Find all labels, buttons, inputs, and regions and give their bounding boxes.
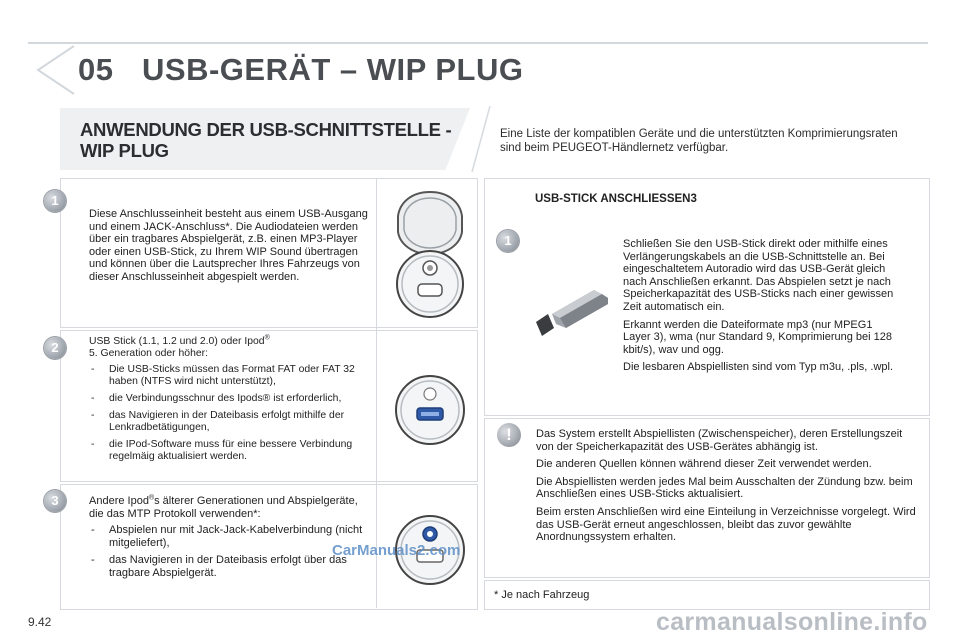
page-title: USB-GERÄT – WIP PLUG [142, 52, 524, 87]
warning-paragraph: Die Abspiellisten werden jedes Mal beim Ausschalten der Zündung bzw. beim Anschließen eines USB-Sticks aktualisiert. [536, 475, 913, 501]
usb-port-illustration [390, 370, 470, 450]
chapter-tab-shape [34, 44, 76, 96]
section-3-text [89, 495, 371, 585]
subtitle-divider [470, 104, 492, 174]
jack-port-cover-illustration [390, 184, 470, 324]
section-3-list [89, 524, 371, 579]
step-badge-usb-1: 1 [497, 230, 519, 252]
step-badge-3: 3 [44, 490, 66, 512]
list-item: - die Verbindungsschnur des Ipods® ist erforderlich, [89, 393, 371, 405]
warning-text [536, 428, 916, 544]
list-item: - Die USB-Sticks müssen das Format FAT oder FAT 32 haben (NTFS wird nicht unterstützt), [89, 364, 371, 388]
warning-paragraph: Beim ersten Anschließen wird eine Einteilung in Verzeichnisse vorgelegt. Wird das USB-Gerät erneut angeschlossen, bleibt das zuvor gewählte Anordnungssystem erhalten. [536, 505, 916, 544]
step-badge-1: 1 [44, 190, 66, 212]
warning-paragraph: Die anderen Quellen können während dieser Zeit verwendet werden. [536, 458, 872, 471]
usb-connect-heading: USB-STICK ANSCHLIESSEN3 [535, 193, 697, 205]
bottom-watermark: carmanualsonline.info [656, 608, 928, 636]
section-subtitle: ANWENDUNG DER USB-SCHNITTSTELLE - WIP PLUG [80, 119, 452, 161]
warning-paragraph: Das System erstellt Abspiellisten (Zwischenspeicher), deren Erstellungszeit von der Speicherkapazität des USB-Gerätes abhängig ist. [536, 428, 903, 453]
list-item: - die IPod-Software muss für eine bessere Verbindung regelmäig aktualisiert werden. [89, 439, 371, 463]
section-2-line1: USB Stick (1.1, 1.2 und 2.0) oder Ipod® [89, 334, 270, 347]
section-2-list [89, 364, 371, 463]
footnote: * Je nach Fahrzeug [494, 589, 590, 601]
section-2-text [89, 336, 371, 468]
section-3-intro: Andere Ipod®s älterer Generationen und Abspielgeräte, die das MTP Protokoll verwenden*: [89, 494, 358, 520]
chapter-number: 05 [78, 52, 114, 87]
intro-text: Eine Liste der kompatiblen Geräte und die unterstützten Komprimierungsraten sind beim PEUGEOT-Händlernetz verfügbar. [500, 128, 898, 154]
usb-connect-paragraph: Schließen Sie den USB-Stick direkt oder mithilfe eines Verlängerungskabels an die USB-Schnittstelle an. Bei eingeschaltetem Autoradio wird das USB-Gerät gleich nach Anschließen erkannt. Das Abspielen setzt je nach Speicherkapazität des USB-Sticks nach einer gewissen Zeit automatisch ein. [623, 238, 894, 313]
section-1-text: Diese Anschlusseinheit besteht aus einem USB-Ausgang und einem JACK-Anschluss*. Die Audiodateien werden über ein tragbares Abspielgerät, z.B. einen MP3-Player oder einen USB-Stick, zu Ihrem WIP Sound übertragen und können über die Lautsprecher Ihres Fahrzeugs von dieser Anschlusseinheit abgespielt werden. [89, 208, 368, 283]
section-2-line2: 5. Generation oder höher: [89, 348, 208, 359]
header-rule [28, 42, 928, 44]
list-item: - Abspielen nur mit Jack-Jack-Kabelverbindung (nicht mitgeliefert), [89, 524, 371, 549]
list-item: - das Navigieren in der Dateibasis erfolgt mithilfe der Lenkradbetätigungen, [89, 410, 371, 434]
step-badge-2: 2 [44, 337, 66, 359]
usb-connect-paragraph: Die lesbaren Abspiellisten sind vom Typ m3u, .pls, .wpl. [623, 361, 894, 374]
usb-connect-text [623, 238, 903, 374]
warning-icon: ! [497, 423, 521, 447]
usb-stick-illustration [532, 284, 612, 340]
center-watermark: CarManuals2.com [332, 542, 461, 559]
page-number: 9.42 [28, 615, 52, 629]
list-item: - das Navigieren in der Dateibasis erfolgt über das tragbare Abspielgerät. [89, 554, 371, 579]
usb-connect-paragraph: Erkannt werden die Dateiformate mp3 (nur MPEG1 Layer 3), wma (nur Standard 9, Komprimierung bei 128 kbit/s), wav und ogg. [623, 318, 893, 356]
